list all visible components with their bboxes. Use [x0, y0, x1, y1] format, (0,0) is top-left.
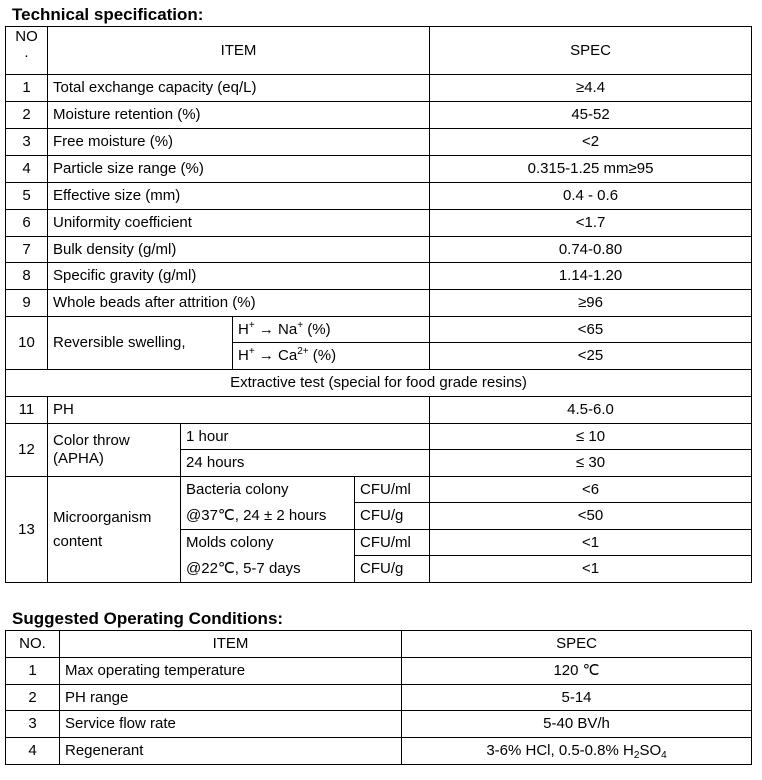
arrow-icon: →: [254, 347, 279, 364]
h-charge: +: [248, 346, 255, 357]
row-spec: ≤ 30: [430, 450, 752, 477]
color-duration: 24 hours: [181, 450, 430, 477]
header-item: ITEM: [60, 631, 402, 658]
row-item: Total exchange capacity (eq/L): [48, 75, 430, 102]
row-no: 1: [6, 658, 60, 685]
row-item: PH range: [60, 685, 402, 711]
table-header-row: [6, 631, 752, 658]
header-no: NO.: [6, 631, 60, 658]
operating-conditions-heading: Suggested Operating Conditions:: [12, 609, 284, 628]
row-spec: 1.14-1.20: [430, 263, 752, 290]
bacteria-line2: @37℃, 24 ± 2 hours: [186, 507, 327, 524]
technical-specification-table: [5, 26, 752, 583]
regenerant-sub-4: 4: [661, 750, 667, 761]
header-no-text: NO: [15, 28, 38, 45]
table-row: [6, 129, 752, 156]
row-item: [48, 477, 181, 583]
operating-conditions-table: [5, 630, 752, 765]
table-row-micro-1: [6, 477, 752, 503]
molds-line2: @22℃, 5-7 days: [186, 560, 301, 577]
row-spec: 0.315-1.25 mm≥95: [430, 156, 752, 183]
header-spec: SPEC: [402, 631, 752, 658]
row-item: Free moisture (%): [48, 129, 430, 156]
table-row: [6, 290, 752, 317]
h-charge: +: [248, 319, 255, 331]
row-no: 5: [6, 183, 48, 210]
regenerant-so: SO: [639, 742, 662, 759]
unit-text: (%): [303, 320, 331, 338]
table-row: [6, 102, 752, 129]
extractive-test-row: [6, 370, 752, 397]
h-ion-text: H: [238, 347, 249, 364]
extractive-test-label: Extractive test (special for food grade resins): [6, 370, 752, 397]
header-no: [6, 27, 48, 75]
row-spec: <2: [430, 129, 752, 156]
na-charge: +: [297, 319, 304, 331]
table-row: [6, 711, 752, 738]
row-no: 11: [6, 397, 48, 424]
row-spec: 4.5-6.0: [430, 397, 752, 424]
row-spec: <50: [430, 503, 752, 530]
row-spec: 0.74-0.80: [430, 237, 752, 263]
row-item: Color throw (APHA): [48, 424, 181, 477]
row-no: 12: [6, 424, 48, 477]
table-row: [6, 738, 752, 765]
row-spec: 0.4 - 0.6: [430, 183, 752, 210]
row-no: 2: [6, 685, 60, 711]
regenerant-sub-2: 2: [633, 750, 640, 761]
row-item: Service flow rate: [60, 711, 402, 738]
micro-item-line1: Microorganism: [53, 508, 152, 526]
header-no-dot: .: [24, 44, 29, 61]
bacteria-condition: [181, 477, 355, 530]
micro-unit: CFU/ml: [355, 530, 430, 556]
row-item: Reversible swelling,: [48, 317, 233, 370]
h-ion-text: H: [238, 320, 249, 338]
row-spec: 120 ℃: [402, 658, 752, 685]
row-no: 3: [6, 129, 48, 156]
row-item: Max operating temperature: [60, 658, 402, 685]
regenerant-text: 3-6% HCl, 0.5-0.8% H: [486, 742, 634, 759]
row-spec: 5-14: [402, 685, 752, 711]
arrow-icon: →: [254, 320, 279, 338]
row-item: Uniformity coefficient: [48, 210, 430, 237]
table-row-swelling-1: [6, 317, 752, 343]
table-row: [6, 210, 752, 237]
row-spec: ≤ 10: [430, 424, 752, 450]
row-spec: 5-40 BV/h: [402, 711, 752, 738]
table-header-row: [6, 27, 752, 75]
ca-charge: 2+: [297, 346, 309, 357]
table-row: [6, 263, 752, 290]
table-row: [6, 237, 752, 263]
row-no: 2: [6, 102, 48, 129]
table-row: [6, 685, 752, 711]
row-spec-regenerant: [402, 738, 752, 765]
row-item: Effective size (mm): [48, 183, 430, 210]
row-no: 4: [6, 156, 48, 183]
header-spec: SPEC: [430, 27, 752, 75]
row-item: Whole beads after attrition (%): [48, 290, 430, 317]
table-row: [6, 183, 752, 210]
row-spec: <1: [430, 530, 752, 556]
row-spec: <1: [430, 556, 752, 583]
row-no: 3: [6, 711, 60, 738]
row-no: 10: [6, 317, 48, 370]
micro-unit: CFU/g: [355, 503, 430, 530]
row-spec: ≥4.4: [430, 75, 752, 102]
bacteria-line1: Bacteria colony: [186, 481, 289, 498]
row-no: 4: [6, 738, 60, 765]
row-item: PH: [48, 397, 430, 424]
row-no: 13: [6, 477, 48, 583]
swelling-na-condition: [233, 317, 430, 343]
row-item: Specific gravity (g/ml): [48, 263, 430, 290]
table-row: [6, 75, 752, 102]
row-no: 6: [6, 210, 48, 237]
row-no: 1: [6, 75, 48, 102]
row-item: Particle size range (%): [48, 156, 430, 183]
table-row: [6, 658, 752, 685]
row-item: Moisture retention (%): [48, 102, 430, 129]
row-spec: 45-52: [430, 102, 752, 129]
row-spec: <6: [430, 477, 752, 503]
ca-ion-text: Ca: [278, 347, 298, 364]
row-spec: <25: [430, 343, 752, 370]
row-no: 9: [6, 290, 48, 317]
unit-text: (%): [308, 347, 337, 364]
row-item: Regenerant: [60, 738, 402, 765]
micro-unit: CFU/ml: [355, 477, 430, 503]
table-row: [6, 156, 752, 183]
table-row-color-1: [6, 424, 752, 450]
row-no: 7: [6, 237, 48, 263]
swelling-ca-condition: [233, 343, 430, 370]
row-spec: <1.7: [430, 210, 752, 237]
row-spec: <65: [430, 317, 752, 343]
row-item: Bulk density (g/ml): [48, 237, 430, 263]
row-no: 8: [6, 263, 48, 290]
micro-unit: CFU/g: [355, 556, 430, 583]
row-spec: ≥96: [430, 290, 752, 317]
color-duration: 1 hour: [181, 424, 430, 450]
table-row: [6, 397, 752, 424]
technical-specification-heading: Technical specification:: [12, 5, 204, 24]
header-item: ITEM: [48, 27, 430, 75]
molds-condition: [181, 530, 355, 583]
na-ion-text: Na: [278, 320, 298, 338]
micro-item-line2: content: [53, 532, 103, 550]
molds-line1: Molds colony: [186, 534, 274, 551]
